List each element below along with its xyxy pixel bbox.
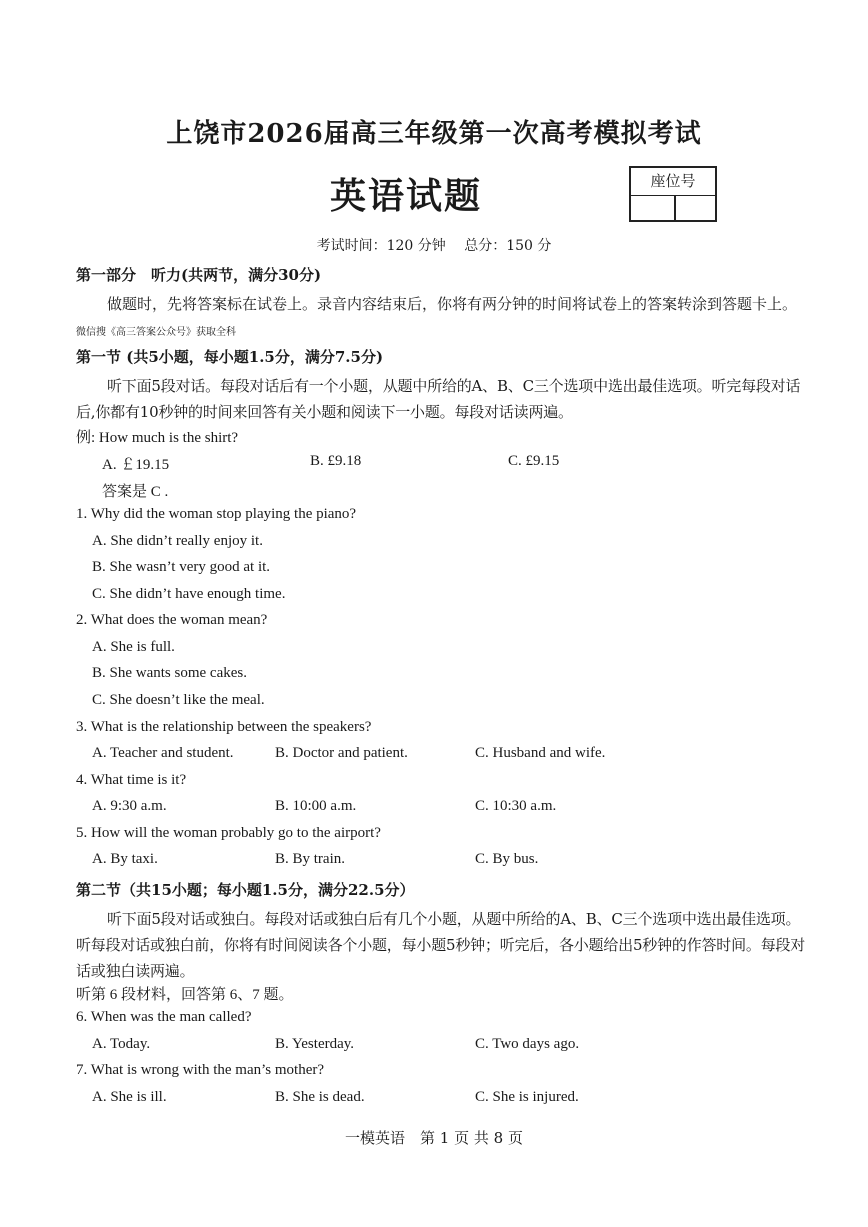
question-2: 2. What does the woman mean? — [76, 612, 268, 628]
question-1: 1. Why did the woman stop playing the piano? — [76, 506, 357, 522]
question-6: 6. When was the man called? — [76, 1009, 252, 1025]
q5-option-c: C. By bus. — [475, 851, 539, 867]
q5-option-b: B. By train. — [275, 851, 345, 867]
q1-option-a: A. She didn’t really enjoy it. — [92, 533, 263, 549]
section2-instruction: 听下面5段对话或独白。每段对话或独白后有几个小题，从题中所给的A、B、C三个选项中选出最佳选项。听每段对话或独白前，你将有时间阅读各个小题，每小题5秒钟；听完后，各小题给出5秒钟的作答时间。每段对话或独白读两遍。 — [76, 910, 806, 980]
q7-option-b: B. She is dead. — [275, 1089, 365, 1105]
q2-option-b: B. She wants some cakes. — [92, 665, 247, 681]
part1-heading: 第一部分 听力(共两节，满分30分) — [76, 266, 322, 284]
question-3: 3. What is the relationship between the speakers? — [76, 719, 372, 735]
q7-option-c: C. She is injured. — [475, 1089, 579, 1105]
example-option-a: A. ￡19.15 — [102, 457, 170, 473]
question-7: 7. What is wrong with the man’s mother? — [76, 1062, 325, 1078]
example-answer: 答案是 C . — [102, 484, 169, 500]
q4-option-c: C. 10:30 a.m. — [475, 798, 557, 814]
seat-number-box — [629, 166, 717, 222]
example-question: 例: How much is the shirt? — [76, 430, 239, 446]
question-4: 4. What time is it? — [76, 772, 187, 788]
section1-heading: 第一节 (共5小题，每小题1.5分，满分7.5分) — [76, 348, 384, 366]
q3-option-b: B. Doctor and patient. — [275, 745, 408, 761]
q2-option-c: C. She doesn’t like the meal. — [92, 692, 265, 708]
q4-option-b: B. 10:00 a.m. — [275, 798, 357, 814]
part1-instruction-text: 做题时，先将答案标在试卷上。录音内容结束后，你将有两分钟的时间将试卷上的答案转涂到答题卡上。 — [107, 295, 798, 313]
page-footer: 一模英语 第 1 页 共 8 页 — [345, 1129, 523, 1147]
exam-title: 上饶市2026届高三年级第一次高考模拟考试 — [166, 119, 702, 149]
section2-heading: 第二节（共15小题；每小题1.5分，满分22.5分） — [76, 881, 415, 899]
exam-info: 考试时间：120 分钟 总分：150 分 — [316, 238, 552, 254]
q6-option-c: C. Two days ago. — [475, 1036, 580, 1052]
q3-option-c: C. Husband and wife. — [475, 745, 606, 761]
section1-instruction: 听下面5段对话。每段对话后有一个小题，从题中所给的A、B、C三个选项中选出最佳选项。听完每段对话后,你都有10秒钟的时间来回答有关小题和阅读下一小题。每段对话读两遍。 — [76, 377, 801, 421]
seat-number-label: 座位号 — [631, 168, 715, 196]
seat-box-divider — [674, 195, 676, 222]
material-6-note: 听第 6 段材料，回答第 6、7 题。 — [76, 987, 294, 1003]
question-5: 5. How will the woman probably go to the airport? — [76, 825, 381, 841]
q1-option-c: C. She didn’t have enough time. — [92, 586, 286, 602]
q2-option-a: A. She is full. — [92, 639, 175, 655]
q6-option-a: A. Today. — [92, 1036, 151, 1052]
q5-option-a: A. By taxi. — [92, 851, 158, 867]
example-option-b: B. £9.18 — [310, 453, 362, 469]
example-option-c: C. £9.15 — [508, 453, 560, 469]
part1-note: 微信搜《高三答案公众号》获取全科 — [76, 327, 236, 338]
part1-instruction — [76, 291, 806, 346]
q3-option-a: A. Teacher and student. — [92, 745, 234, 761]
q1-option-b: B. She wasn’t very good at it. — [92, 559, 271, 575]
q6-option-b: B. Yesterday. — [275, 1036, 355, 1052]
q7-option-a: A. She is ill. — [92, 1089, 167, 1105]
q4-option-a: A. 9:30 a.m. — [92, 798, 167, 814]
subject-title: 英语试题 — [330, 175, 483, 217]
